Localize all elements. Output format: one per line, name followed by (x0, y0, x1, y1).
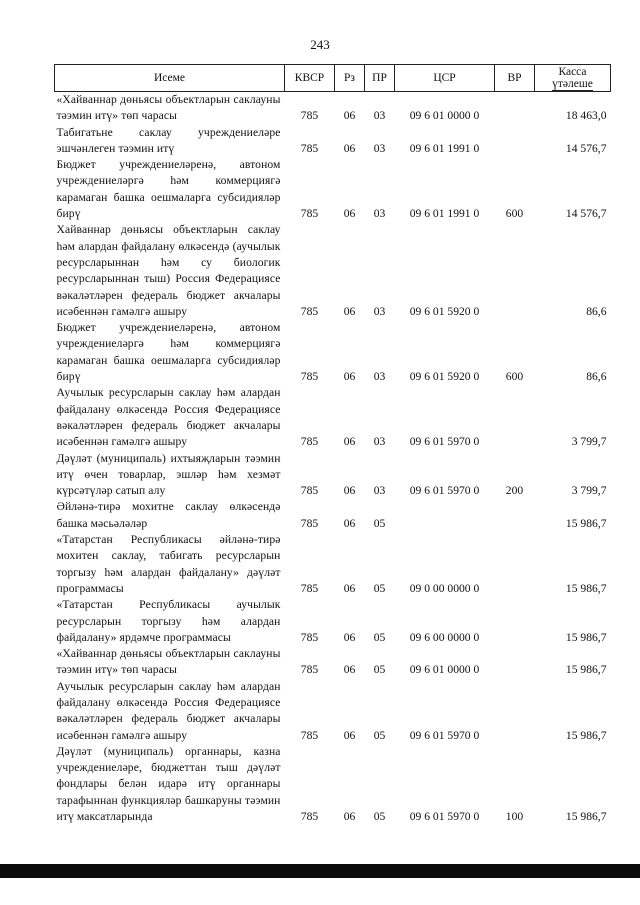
row-name-cell: «Татарстан Республикасы әйләнә-тирә мохитен саклау, табигать ресурсларын торгызу һәм алардан файдалану» дәүләт программасы (56, 533, 281, 595)
row-kvsr-cell: 785 (300, 581, 319, 595)
budget-table-container (54, 64, 610, 825)
row-pr-cell: 05 (373, 663, 386, 677)
table-row (55, 157, 611, 222)
row-sum-cell: 86,6 (586, 304, 607, 318)
row-sum-cell: 14 576,7 (565, 141, 607, 155)
row-pr-cell: 03 (373, 435, 386, 449)
header-kvsr: КВСР (285, 65, 335, 92)
row-pr-cell: 03 (373, 370, 386, 384)
header-sum-line1: Касса (558, 66, 587, 78)
table-row (55, 92, 611, 125)
table-row (55, 744, 611, 825)
row-csr-cell: 09 6 01 5970 0 (409, 435, 480, 449)
header-csr: ЦСР (395, 65, 495, 92)
table-row (55, 646, 611, 679)
row-rz-cell: 06 (343, 484, 356, 498)
header-rz: Рз (335, 65, 365, 92)
row-sum-cell: 86,6 (586, 370, 607, 384)
page-number: 243 (310, 37, 330, 52)
row-rz-cell: 06 (343, 141, 356, 155)
row-csr-cell: 09 6 01 1991 0 (409, 207, 480, 221)
table-row (55, 451, 611, 500)
header-vr: ВР (495, 65, 535, 92)
row-name-cell: Бюджет учреждениеләренә, автоном учреждениеләргә һәм коммерциягә карамаган башка оешмаларга субсидияләр бирү (56, 321, 281, 384)
row-vr-cell: 600 (505, 370, 524, 384)
row-sum-cell: 15 986,7 (565, 581, 607, 595)
table-row (55, 597, 611, 646)
row-rz-cell: 06 (343, 109, 356, 123)
table-body (55, 92, 611, 826)
row-name-cell: «Хайваннар дөньясы объектларын саклауны тәэмин итү» төп чарасы (56, 647, 281, 677)
row-name-cell: Дәүләт (муниципаль) органнары, казна учреждениеләре, бюджеттан тыш дәүләт фондлары белән идарә итү органнары тарафыннан функцияләр башкаруны тәэмин итү максатларында (56, 744, 281, 824)
row-csr-cell: 09 6 01 5920 0 (409, 370, 480, 384)
row-kvsr-cell: 785 (300, 630, 319, 644)
table-row (55, 222, 611, 320)
row-vr-cell (495, 385, 535, 450)
scan-bottom-edge (0, 864, 640, 878)
row-pr-cell: 05 (373, 581, 386, 595)
row-sum-cell: 3 799,7 (571, 435, 607, 449)
header-sum (535, 65, 611, 92)
row-name-cell: Дәүләт (муниципаль) ихтыяҗларын тәэмин итү өчен товарлар, эшләр һәм хезмәт күрсәтүләр сатып алу (56, 451, 281, 498)
row-csr-cell (395, 499, 495, 532)
header-name: Исеме (55, 65, 285, 92)
row-pr-cell: 03 (373, 304, 386, 318)
table-header (55, 65, 611, 92)
row-name-cell: Табигатьне саклау учреждениеләре эшчәнлеген тәэмин итү (56, 125, 281, 155)
row-sum-cell: 15 986,7 (565, 663, 607, 677)
table-row (55, 679, 611, 744)
row-kvsr-cell: 785 (300, 810, 319, 824)
row-vr-cell: 600 (505, 207, 524, 221)
row-name-cell: Хайваннар дөньясы объектларын саклау һәм алардан файдалану өлкәсендә (аучылык ресурсларыннан һәм су биологик ресурсларыннан тыш) Россия Федерациясе вәкаләтләрен федераль бюджет акчалары исәбеннән гамәлгә ашыру (56, 223, 281, 318)
row-csr-cell: 09 0 00 0000 0 (409, 581, 480, 595)
row-pr-cell: 03 (373, 207, 386, 221)
row-sum-cell: 15 986,7 (565, 810, 607, 824)
row-pr-cell: 05 (373, 810, 386, 824)
row-rz-cell: 06 (343, 630, 356, 644)
row-csr-cell: 09 6 01 5970 0 (409, 728, 480, 742)
row-sum-cell: 3 799,7 (571, 484, 607, 498)
row-kvsr-cell: 785 (300, 435, 319, 449)
table-row (55, 532, 611, 597)
row-vr-cell (495, 597, 535, 646)
table-row (55, 385, 611, 450)
row-pr-cell: 05 (373, 516, 386, 530)
row-pr-cell: 03 (373, 484, 386, 498)
row-rz-cell: 06 (343, 370, 356, 384)
row-sum-cell: 18 463,0 (565, 109, 607, 123)
row-kvsr-cell: 785 (300, 516, 319, 530)
row-rz-cell: 06 (343, 810, 356, 824)
table-row (55, 125, 611, 158)
row-pr-cell: 03 (373, 141, 386, 155)
row-kvsr-cell: 785 (300, 370, 319, 384)
row-pr-cell: 05 (373, 728, 386, 742)
header-row (55, 65, 611, 92)
row-name-cell: «Татарстан Республикасы аучылык ресурсларын торгызу һәм алардан файдалану» ярдәмче программасы (56, 598, 281, 644)
row-name-cell: Аучылык ресурсларын саклау һәм алардан файдалану өлкәсендә Россия Федерациясе вәкаләтләрен федераль бюджет акчалары исәбеннән гамәлгә ашыру (56, 386, 281, 449)
row-kvsr-cell: 785 (300, 728, 319, 742)
row-vr-cell: 200 (505, 484, 524, 498)
row-rz-cell: 06 (343, 516, 356, 530)
row-rz-cell: 06 (343, 304, 356, 318)
table-row (55, 320, 611, 385)
row-vr-cell (495, 646, 535, 679)
row-vr-cell (495, 125, 535, 158)
row-csr-cell: 09 6 01 5920 0 (409, 304, 480, 318)
row-vr-cell: 100 (505, 810, 524, 824)
row-csr-cell: 09 6 01 5970 0 (409, 484, 480, 498)
row-kvsr-cell: 785 (300, 109, 319, 123)
row-rz-cell: 06 (343, 435, 356, 449)
row-vr-cell (495, 679, 535, 744)
row-kvsr-cell: 785 (300, 484, 319, 498)
header-sum-line2: үтәлеше (552, 78, 593, 90)
row-name-cell: Аучылык ресурсларын саклау һәм алардан файдалану өлкәсендә Россия Федерациясе вәкаләтләрен федераль бюджет акчалары исәбеннән гамәлгә ашыру (56, 679, 281, 742)
row-kvsr-cell: 785 (300, 663, 319, 677)
row-pr-cell: 05 (373, 630, 386, 644)
row-name-cell: Әйләнә-тирә мохитне саклау өлкәсендә башка мәсьәләләр (56, 500, 281, 530)
row-vr-cell (495, 92, 535, 125)
budget-table (54, 64, 611, 825)
row-rz-cell: 06 (343, 728, 356, 742)
row-rz-cell: 06 (343, 663, 356, 677)
header-pr: ПР (365, 65, 395, 92)
row-name-cell: «Хайваннар дөньясы объектларын саклауны тәэмин итү» төп чарасы (56, 93, 281, 123)
row-sum-cell: 15 986,7 (565, 516, 607, 530)
row-csr-cell: 09 6 01 5970 0 (409, 810, 480, 824)
row-kvsr-cell: 785 (300, 304, 319, 318)
row-vr-cell (495, 499, 535, 532)
row-kvsr-cell: 785 (300, 141, 319, 155)
row-csr-cell: 09 6 00 0000 0 (409, 630, 480, 644)
row-csr-cell: 09 6 01 0000 0 (409, 663, 480, 677)
row-sum-cell: 14 576,7 (565, 207, 607, 221)
row-name-cell: Бюджет учреждениеләренә, автоном учреждениеләргә һәм коммерциягә карамаган башка оешмаларга субсидияләр бирү (56, 158, 281, 221)
row-vr-cell (495, 532, 535, 597)
row-rz-cell: 06 (343, 207, 356, 221)
row-vr-cell (495, 222, 535, 320)
row-csr-cell: 09 6 01 1991 0 (409, 141, 480, 155)
row-pr-cell: 03 (373, 109, 386, 123)
row-kvsr-cell: 785 (300, 207, 319, 221)
row-sum-cell: 15 986,7 (565, 728, 607, 742)
table-row (55, 499, 611, 532)
row-sum-cell: 15 986,7 (565, 630, 607, 644)
row-rz-cell: 06 (343, 581, 356, 595)
row-csr-cell: 09 6 01 0000 0 (409, 109, 480, 123)
